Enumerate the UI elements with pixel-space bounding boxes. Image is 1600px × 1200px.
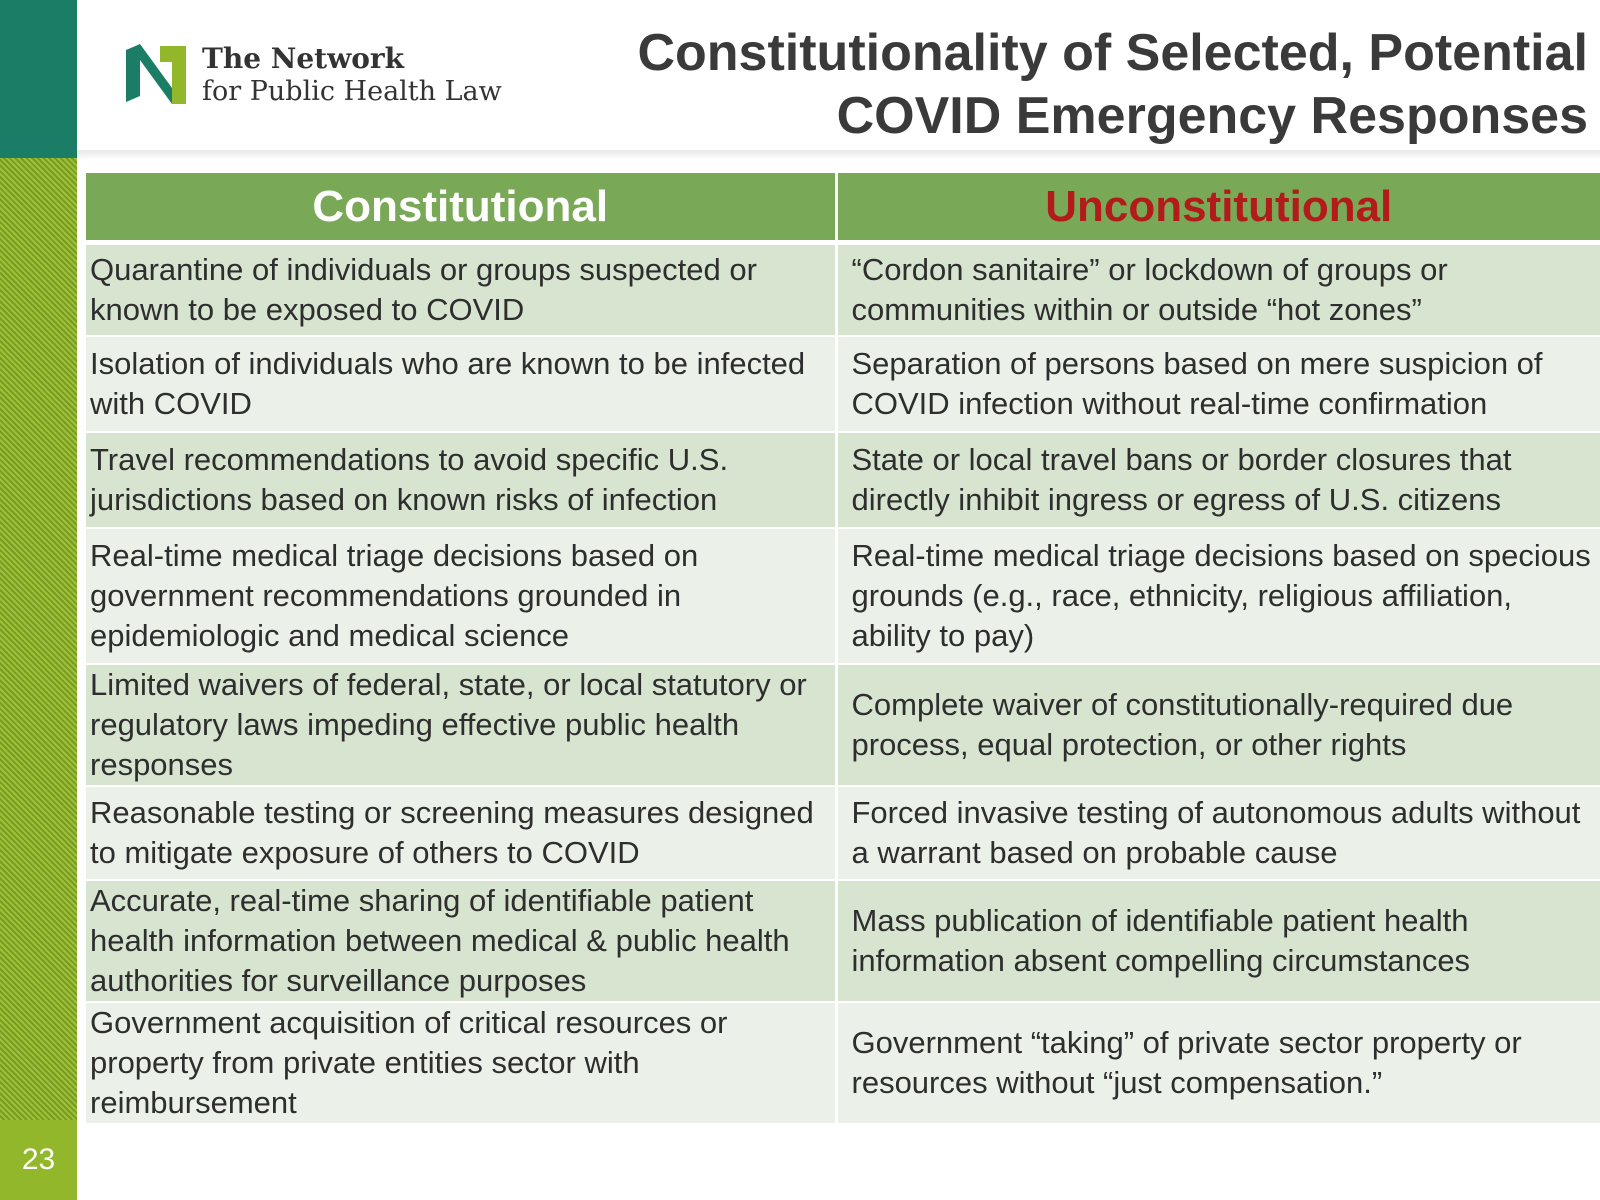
slide-title bbox=[637, 22, 1588, 148]
logo-wordmark bbox=[202, 42, 502, 108]
title-line-1: Constitutionality of Selected, Potential bbox=[637, 24, 1588, 82]
table-row bbox=[86, 336, 1600, 432]
unconstitutional-cell: Separation of persons based on mere suspicion of COVID infection without real-time confirmation bbox=[836, 336, 1600, 432]
table-row bbox=[86, 664, 1600, 786]
logo-line-1: The Network bbox=[202, 42, 405, 75]
header-constitutional: Constitutional bbox=[86, 173, 836, 243]
teal-block bbox=[0, 0, 77, 158]
striped-pattern bbox=[0, 158, 77, 1120]
network-logo-icon bbox=[124, 42, 188, 108]
constitutional-cell: Travel recommendations to avoid specific U.S. jurisdictions based on known risks of infection bbox=[86, 432, 836, 528]
table-header-row bbox=[86, 173, 1600, 243]
unconstitutional-cell: Mass publication of identifiable patient health information absent compelling circumstances bbox=[836, 880, 1600, 1002]
header-shadow bbox=[77, 150, 1600, 160]
logo-line-2: for Public Health Law bbox=[202, 76, 502, 107]
table-row bbox=[86, 880, 1600, 1002]
unconstitutional-cell: State or local travel bans or border closures that directly inhibit ingress or egress of U.S. citizens bbox=[836, 432, 1600, 528]
title-line-2: COVID Emergency Responses bbox=[836, 87, 1588, 145]
unconstitutional-cell: Real-time medical triage decisions based on specious grounds (e.g., race, ethnicity, religious affiliation, ability to pay) bbox=[836, 528, 1600, 664]
constitutional-cell: Accurate, real-time sharing of identifiable patient health information between medical & public health authorities for surveillance purposes bbox=[86, 880, 836, 1002]
network-logo bbox=[124, 42, 502, 108]
constitutional-cell: Real-time medical triage decisions based on government recommendations grounded in epidemiologic and medical science bbox=[86, 528, 836, 664]
table-row bbox=[86, 432, 1600, 528]
comparison-table bbox=[86, 173, 1600, 1125]
header-unconstitutional: Unconstitutional bbox=[836, 173, 1600, 243]
table-row bbox=[86, 528, 1600, 664]
constitutional-cell: Limited waivers of federal, state, or local statutory or regulatory laws impeding effective public health responses bbox=[86, 664, 836, 786]
unconstitutional-cell: “Cordon sanitaire” or lockdown of groups or communities within or outside “hot zones” bbox=[836, 243, 1600, 336]
constitutional-cell: Quarantine of individuals or groups suspected or known to be exposed to COVID bbox=[86, 243, 836, 336]
table-row bbox=[86, 243, 1600, 336]
table-row bbox=[86, 1002, 1600, 1124]
unconstitutional-cell: Forced invasive testing of autonomous adults without a warrant based on probable cause bbox=[836, 786, 1600, 880]
constitutional-cell: Isolation of individuals who are known to be infected with COVID bbox=[86, 336, 836, 432]
unconstitutional-cell: Government “taking” of private sector property or resources without “just compensation.” bbox=[836, 1002, 1600, 1124]
left-decorative-bar bbox=[0, 0, 77, 1200]
page-number: 23 bbox=[0, 1120, 77, 1200]
unconstitutional-cell: Complete waiver of constitutionally-required due process, equal protection, or other rights bbox=[836, 664, 1600, 786]
constitutional-cell: Reasonable testing or screening measures designed to mitigate exposure of others to COVID bbox=[86, 786, 836, 880]
table-row bbox=[86, 786, 1600, 880]
constitutional-cell: Government acquisition of critical resources or property from private entities sector with reimbursement bbox=[86, 1002, 836, 1124]
